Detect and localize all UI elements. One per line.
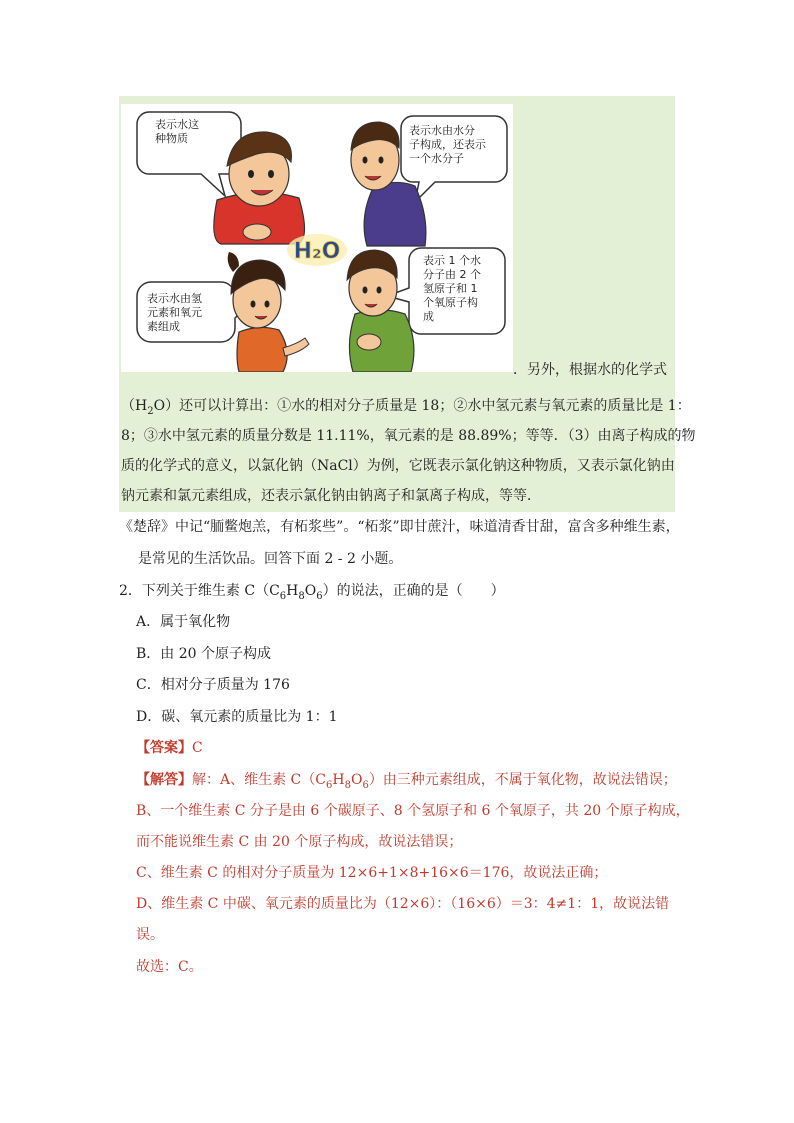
bubble-line: 元素和氧元 xyxy=(147,306,202,319)
text-fragment: ）的说法，正确的是（ ） xyxy=(322,583,505,599)
subscript: 6 xyxy=(325,779,333,791)
text-fragment: O xyxy=(350,772,363,788)
bubble-line: 素组成 xyxy=(147,320,180,333)
bubble-line: 成 xyxy=(423,310,434,323)
bubble-text-top-left xyxy=(155,118,231,146)
text-fragment: 2．下列关于维生素 C（C xyxy=(119,583,280,599)
intro-line-2: 是常见的生活饮品。回答下面 2 - 2 小题。 xyxy=(138,551,403,567)
bubble-line: 表示水由水分 xyxy=(409,124,475,137)
boy-green-shirt-figure xyxy=(347,250,414,372)
subscript: 6 xyxy=(316,590,323,602)
option-d: D．碳、氧元素的质量比为 1：1 xyxy=(136,709,338,725)
text-fragment: （H xyxy=(121,398,148,414)
bubble-line: 子构成，还表示 xyxy=(409,138,486,151)
bubble-line: 种物质 xyxy=(155,132,188,145)
bubble-text-bottom-left xyxy=(147,292,227,334)
bubble-line: 分子由 2 个 xyxy=(423,268,481,281)
text-fragment: H xyxy=(286,583,299,599)
bubble-text-bottom-right xyxy=(423,254,503,324)
subscript: 6 xyxy=(279,590,287,602)
analysis-line-4: C、维生素 C 的相对分子质量为 12×6+1×8+16×6＝176，故说法正确； xyxy=(136,865,608,881)
subscript: 8 xyxy=(344,779,351,791)
bubble-line: 一个水分子 xyxy=(409,152,464,165)
bubble-line: 氢原子和 1 xyxy=(423,282,478,295)
analysis-line-2: B、一个维生素 C 分子是由 6 个碳原子、8 个氢原子和 6 个氧原子，共 20 个原子构成， xyxy=(136,803,690,819)
analysis-tag: 【解答】 xyxy=(136,772,192,788)
text-fragment: 解：A、维生素 C（C xyxy=(192,772,326,788)
option-a: A．属于氧化物 xyxy=(136,614,231,630)
green-text-line-3: 8；③水中氢元素的质量分数是 11.11%，氧元素的是 88.89%；等等．（3）由离子构成的物 xyxy=(121,428,696,444)
question-stem xyxy=(119,581,505,607)
green-text-line-2 xyxy=(121,396,691,422)
answer-line xyxy=(136,738,203,758)
text-fragment: H xyxy=(332,772,345,788)
bubble-line: 表示水由氢 xyxy=(147,292,202,305)
text-fragment: ）由三种元素组成，不属于氧化物，故说法错误； xyxy=(368,772,677,788)
intro-line-1: 《楚辞》中记“胹鳖炮羔，有柘浆些”。“柘浆”即甘蔗汁，味道清香甘甜，富含多种维生素， xyxy=(119,519,680,535)
h2o-logo xyxy=(287,234,347,266)
analysis-line-5: D、维生素 C 中碳、氧元素的质量比为（12×6）：（16×6）＝3：4≠1：1，故说法错 xyxy=(136,896,670,912)
subscript: 6 xyxy=(362,779,369,791)
green-text-line-1: ．另外，根据水的化学式 xyxy=(513,362,667,378)
green-text-line-5: 钠元素和氯元素组成，还表示氯化钠由钠离子和氯离子构成，等等． xyxy=(121,488,541,504)
bubble-line: 个氧原子构 xyxy=(423,296,478,309)
option-c: C．相对分子质量为 176 xyxy=(136,677,290,693)
bubble-line: 表示 1 个水 xyxy=(423,254,481,267)
option-b: B．由 20 个原子构成 xyxy=(136,646,272,662)
girl-orange-shirt-figure xyxy=(228,252,309,372)
analysis-line-7: 故选：C。 xyxy=(136,959,203,975)
bubble-line: 表示水这 xyxy=(155,118,199,131)
text-fragment: O xyxy=(304,583,317,599)
green-text-line-4: 质的化学式的意义，以氯化钠（NaCl）为例，它既表示氯化钠这种物质，又表示氯化钠由 xyxy=(121,458,675,474)
answer-tag: 【答案】 xyxy=(136,740,192,756)
subscript: 8 xyxy=(298,590,305,602)
subscript: 2 xyxy=(147,405,154,417)
bubble-text-top-right xyxy=(409,124,505,166)
answer-value: C xyxy=(192,740,203,756)
h2o-meaning-illustration xyxy=(121,104,513,372)
analysis-line-1 xyxy=(136,770,677,796)
analysis-line-6: 误。 xyxy=(136,927,164,943)
text-fragment: O）还可以计算出：①水的相对分子质量是 18；②水中氢元素与氧元素的质量比是 1： xyxy=(153,398,691,414)
h2o-label: H₂O xyxy=(293,239,341,264)
analysis-line-3: 而不能说维生素 C 由 20 个原子构成，故说法错误； xyxy=(136,834,463,850)
